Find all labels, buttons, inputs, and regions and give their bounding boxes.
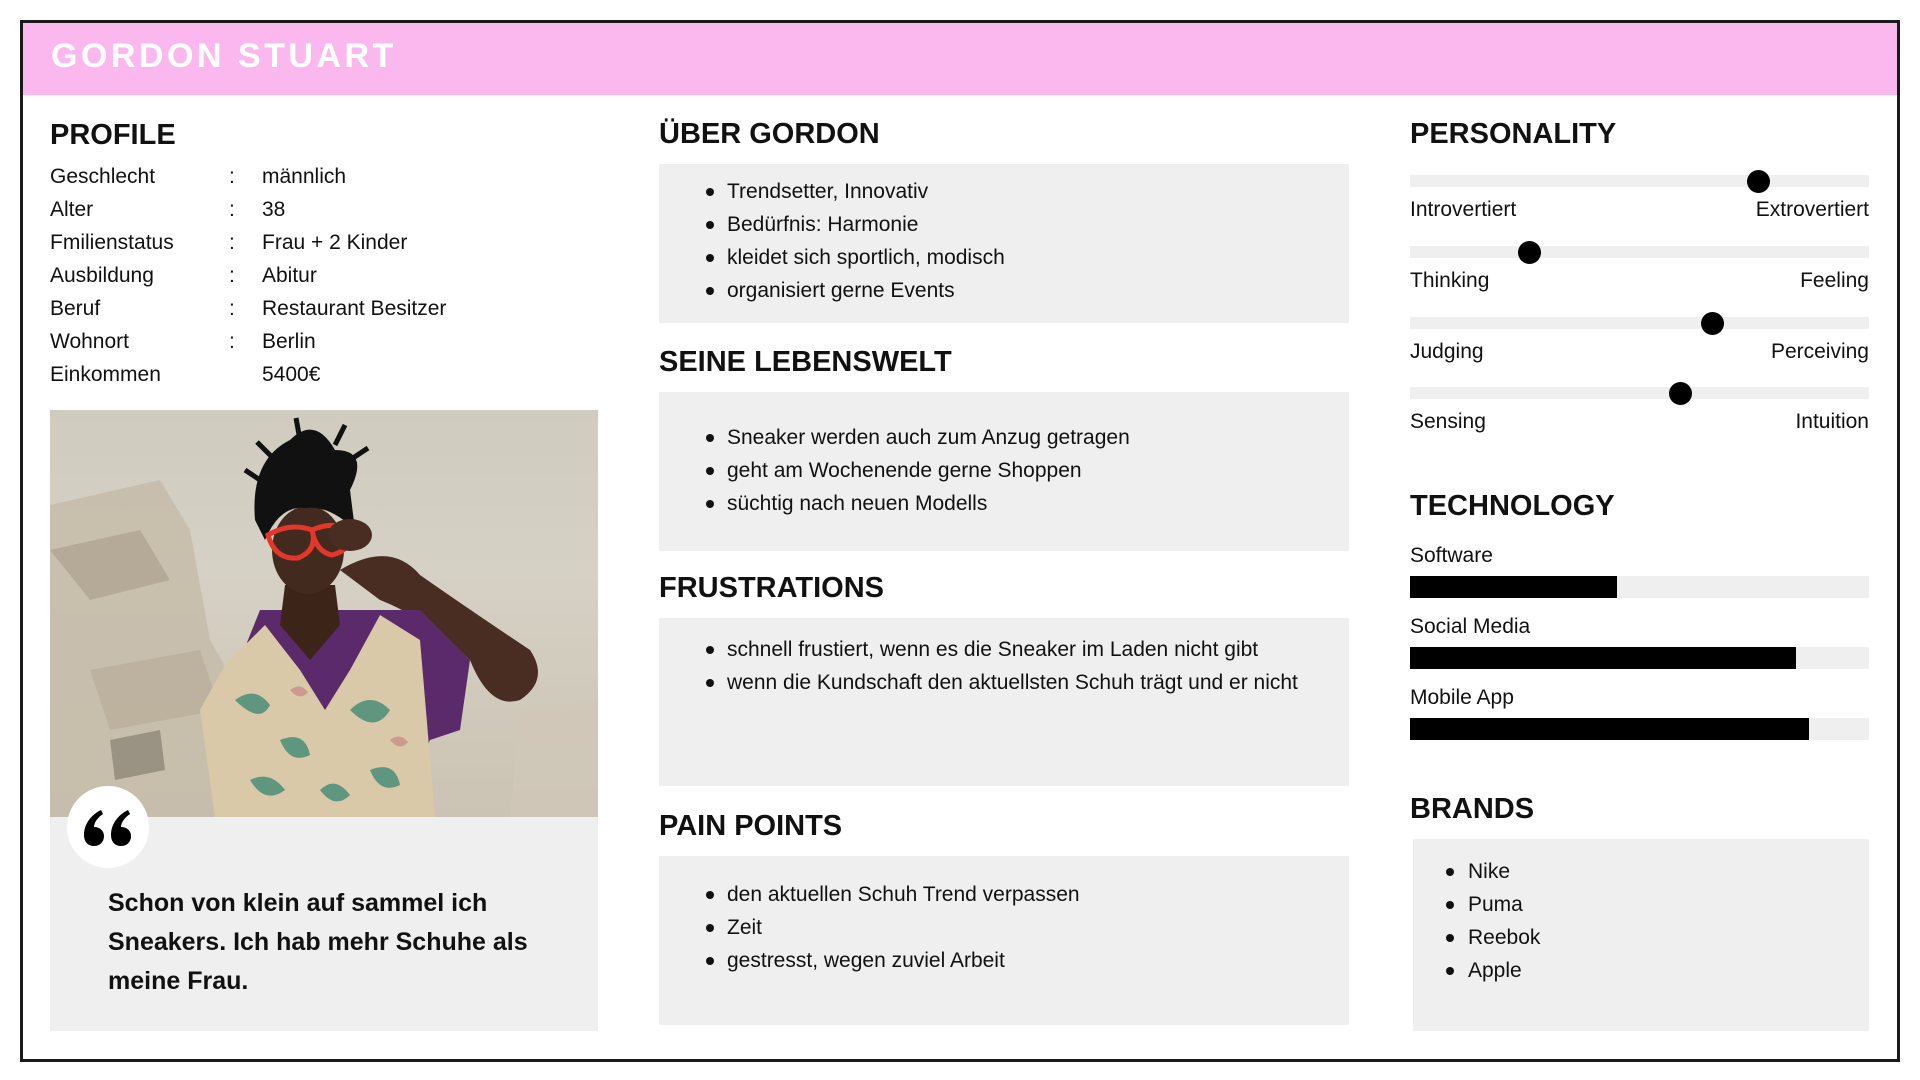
pain-points-item: den aktuellen Schuh Trend verpassen — [659, 878, 1080, 911]
lifeworld-box — [659, 392, 1349, 551]
lifeworld-item: Sneaker werden auch zum Anzug getragen — [659, 421, 1130, 454]
personality-slider-knob — [1518, 241, 1541, 264]
frustrations-item: wenn die Kundschaft den aktuellsten Schuh trägt und er nicht — [659, 666, 1329, 699]
persona-photo-illustration — [50, 410, 598, 817]
tech-label: Software — [1410, 544, 1493, 567]
about-item: Bedürfnis: Harmonie — [659, 208, 1005, 241]
brand-item: Apple — [1413, 954, 1540, 987]
about-list — [659, 175, 1005, 307]
profile-separator: : — [229, 165, 235, 188]
profile-label: Alter — [50, 198, 94, 221]
slider-left-label: Judging — [1410, 340, 1484, 363]
profile-separator: : — [229, 330, 235, 353]
profile-value: Abitur — [262, 264, 317, 287]
personality-heading: PERSONALITY — [1410, 118, 1617, 150]
profile-value: Frau + 2 Kinder — [262, 231, 408, 254]
about-heading: ÜBER GORDON — [659, 118, 880, 150]
slider-left-label: Sensing — [1410, 410, 1486, 433]
pain-points-box — [659, 856, 1349, 1025]
personality-slider — [1410, 246, 1869, 258]
profile-value: Restaurant Besitzer — [262, 297, 447, 320]
profile-row — [50, 160, 550, 193]
profile-row — [50, 193, 550, 226]
persona-photo — [50, 410, 598, 817]
brand-item: Puma — [1413, 888, 1540, 921]
pain-points-item: gestresst, wegen zuviel Arbeit — [659, 944, 1080, 977]
persona-name: GORDON STUART — [51, 37, 397, 75]
tech-bar-track — [1410, 647, 1869, 669]
lifeworld-item: süchtig nach neuen Modells — [659, 487, 1130, 520]
profile-label: Fmilienstatus — [50, 231, 174, 254]
tech-bar-fill — [1410, 718, 1809, 740]
slider-right-label: Perceiving — [1770, 340, 1869, 363]
brands-box — [1413, 839, 1869, 1031]
profile-heading: PROFILE — [50, 119, 176, 151]
quote-open-icon — [84, 810, 132, 846]
slider-right-label: Feeling — [1800, 269, 1869, 292]
profile-label: Wohnort — [50, 330, 129, 353]
technology-heading: TECHNOLOGY — [1410, 490, 1615, 522]
profile-separator: : — [229, 264, 235, 287]
profile-row — [50, 358, 550, 391]
profile-value: 5400€ — [262, 363, 321, 386]
profile-separator: : — [229, 198, 235, 221]
profile-value: männlich — [262, 165, 347, 188]
brand-item: Nike — [1413, 855, 1540, 888]
lifeworld-item: geht am Wochenende gerne Shoppen — [659, 454, 1130, 487]
profile-row — [50, 292, 550, 325]
about-item: kleidet sich sportlich, modisch — [659, 241, 1005, 274]
personality-slider-knob — [1701, 312, 1724, 335]
profile-value: Berlin — [262, 330, 316, 353]
personality-slider — [1410, 175, 1869, 187]
profile-label: Ausbildung — [50, 264, 154, 287]
profile-label: Geschlecht — [50, 165, 156, 188]
personality-slider — [1410, 387, 1869, 399]
profile-row — [50, 325, 550, 358]
about-box — [659, 164, 1349, 323]
personality-slider-knob — [1747, 170, 1770, 193]
brand-item: Reebok — [1413, 921, 1540, 954]
frustrations-item: schnell frustiert, wenn es die Sneaker im Laden nicht gibt — [659, 633, 1329, 666]
personality-slider — [1410, 317, 1869, 329]
about-item: organisiert gerne Events — [659, 274, 1005, 307]
personality-slider-knob — [1669, 382, 1692, 405]
pain-points-list — [659, 878, 1080, 977]
slider-left-label: Introvertiert — [1410, 198, 1517, 221]
quote-badge — [67, 786, 149, 868]
frustrations-list — [659, 633, 1329, 699]
lifeworld-heading: SEINE LEBENSWELT — [659, 346, 952, 378]
profile-value: 38 — [262, 198, 286, 221]
profile-label: Einkommen — [50, 363, 161, 386]
frustrations-box — [659, 618, 1349, 786]
slider-right-label: Intuition — [1795, 410, 1869, 433]
tech-bar-track — [1410, 576, 1869, 598]
slider-left-label: Thinking — [1410, 269, 1490, 292]
pain-points-item: Zeit — [659, 911, 1080, 944]
brands-list — [1413, 855, 1540, 987]
tech-bar-fill — [1410, 647, 1796, 669]
brands-heading: BRANDS — [1410, 793, 1535, 825]
tech-label: Social Media — [1410, 615, 1531, 638]
tech-label: Mobile App — [1410, 686, 1514, 709]
pain-points-heading: PAIN POINTS — [659, 810, 843, 842]
slider-right-label: Extrovertiert — [1755, 198, 1869, 221]
tech-bar-track — [1410, 718, 1869, 740]
lifeworld-list — [659, 421, 1130, 520]
persona-quote: Schon von klein auf sammel ich Sneakers. Ich hab mehr Schuhe als meine Frau. — [108, 889, 528, 995]
profile-label: Beruf — [50, 297, 101, 320]
tech-bar-fill — [1410, 576, 1617, 598]
profile-separator: : — [229, 231, 235, 254]
frustrations-heading: FRUSTRATIONS — [659, 572, 885, 604]
profile-row — [50, 226, 550, 259]
profile-row — [50, 259, 550, 292]
profile-separator: : — [229, 297, 235, 320]
about-item: Trendsetter, Innovativ — [659, 175, 1005, 208]
